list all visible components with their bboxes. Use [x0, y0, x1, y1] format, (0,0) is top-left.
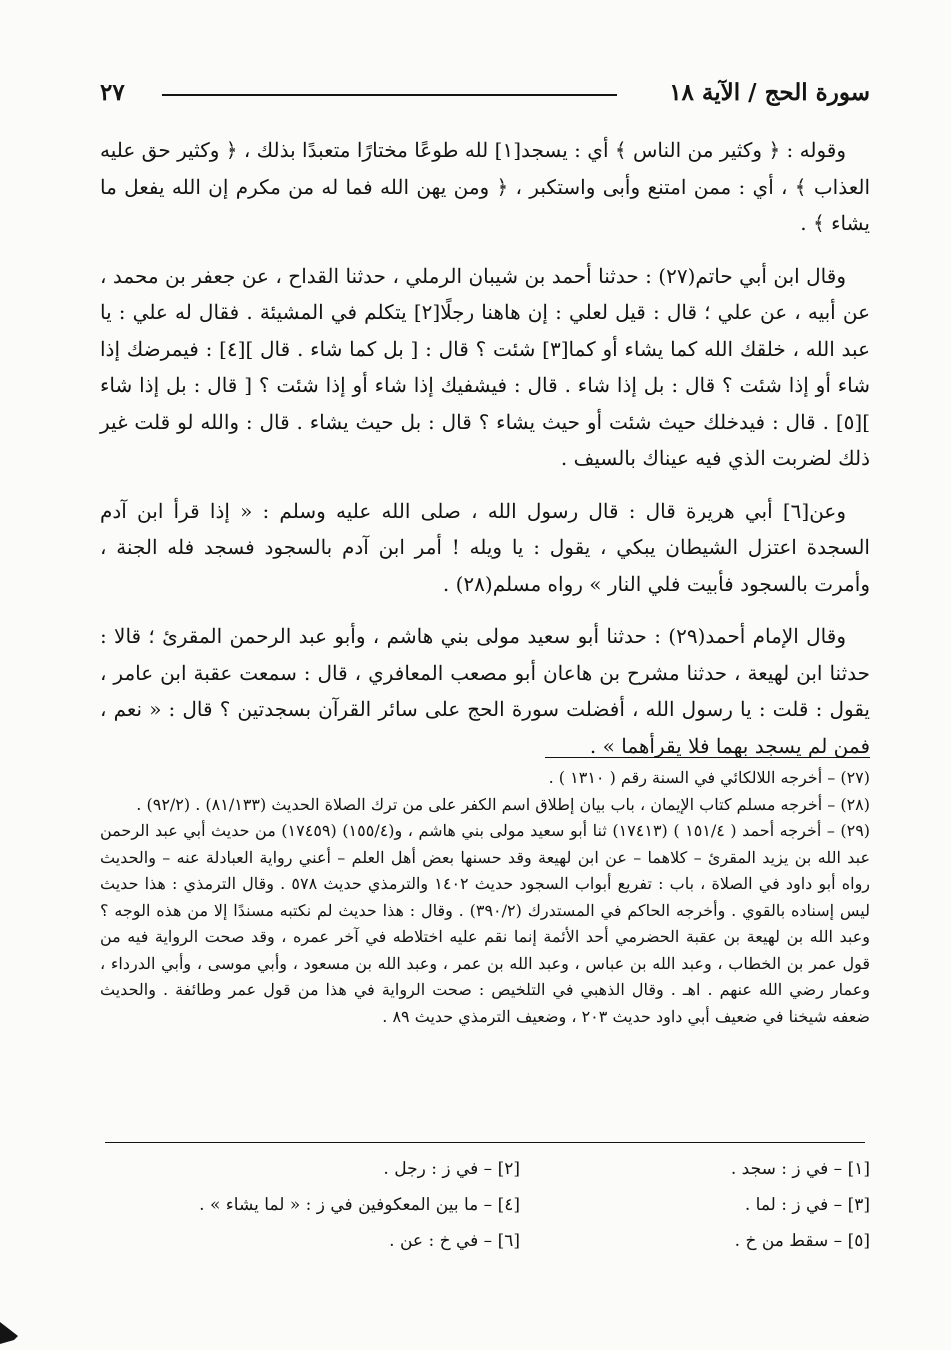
variant-note: [٦] – في خ : عن .	[389, 1231, 520, 1251]
variant-note: [٢] – في ز : رجل .	[383, 1159, 520, 1179]
page-number: ٢٧	[100, 78, 125, 106]
footnote-29: (٢٩) – أخرجه أحمد ( ١٥١/٤ ) (١٧٤١٣) ثنا أبو سعيد مولى بني هاشم ، و(١٥٥/٤) (١٧٤٥٩) من حديث أبي عبد الرحمن عبد الله بن يزيد المقرئ – كلاهما – عن ابن لهيعة وقد حسنها بعض أهل العلم – أعني رواية العبادلة عنه – والحديث رواه أبو داود في الصلاة ، باب : تفريع أبواب السجود حديث ١٤٠٢ والترمذي حديث ٥٧٨ . وقال الترمذي : هذا حديث ليس إسناده بالقوي . وأخرجه الحاكم في المستدرك (٣٩٠/٢) . وقال : هذا حديث لم نكتبه مسندًا إلا من هذه الوجه ؟ وعبد الله بن لهيعة بن عقبة الحضرمي أحد الأئمة إنما نقم عليه اختلاطه في آخر عمره ، وقد صحت الرواية فيه من قول عمر بن الخطاب ، وعبد الله بن عباس ، وعبد الله بن عمر ، وعبد الله بن مسعود ، وأبي موسى ، وأبي الدرداء ، وعمار رضي الله عنهم . اهـ . وقال الذهبي في التلخيص : صحت الرواية في هذا من قول عمر وطائفة . والحديث ضعفه شيخنا في ضعيف أبي داود حديث ٢٠٣ ، وضعيف الترمذي حديث ٨٩ .	[100, 821, 871, 1026]
variant-note: [٥] – سقط من خ .	[734, 1231, 870, 1251]
footnote-27: (٢٧) – أخرجه اللالكائي في السنة رقم ( ١٣١٠ ) .	[548, 768, 870, 787]
variants-divider	[105, 1142, 865, 1143]
variant-note: [٣] – في ز : لما .	[744, 1195, 870, 1215]
variant-note: [١] – في ز : سجد .	[730, 1159, 870, 1179]
surah-title: سورة الحج / الآية ١٨	[669, 78, 870, 106]
main-text	[100, 132, 870, 780]
paragraph-imam-ahmad: وقال الإمام أحمد(٢٩) : حدثنا أبو سعيد مولى بني هاشم ، وأبو عبد الرحمن المقرئ ؛ قالا : حدثنا ابن لهيعة ، حدثنا مشرح بن هاعان أبو مصعب المعافري ، قال : سمعت عقبة ابن عامر ، يقول : قلت : يا رسول الله ، أفضلت سورة الحج على سائر القرآن بسجدتين ؟ قال : « نعم ، فمن لم يسجد بهما فلا يقرأهما » .	[100, 624, 870, 758]
variant-note: [٤] – ما بين المعكوفين في ز : « لما يشاء » .	[199, 1195, 520, 1215]
manuscript-variants	[100, 1155, 870, 1255]
scan-corner-mark	[0, 1322, 22, 1344]
footnotes	[100, 765, 870, 1030]
header-rule	[162, 94, 617, 96]
running-header	[100, 72, 870, 112]
paragraph-verse-commentary: وقوله : ﴿ وكثير من الناس ﴾ أي : يسجد[١] لله طوعًا مختارًا متعبدًا بذلك ، ﴿ وكثير حق عليه العذاب ﴾ ، أي : ممن امتنع وأبى واستكبر ، ﴿ ومن يهن الله فما له من مكرم إن الله يفعل ما يشاء ﴾ .	[100, 138, 870, 235]
footnote-divider	[545, 757, 870, 758]
paragraph-abu-hurayra: وعن[٦] أبي هريرة قال : قال رسول الله ، صلى الله عليه وسلم : « إذا قرأ ابن آدم السجدة اعتزل الشيطان يبكي ، يقول : يا ويله ! أمر ابن آدم بالسجود فسجد فله الجنة ، وأمرت بالسجود فأبيت فلي النار » رواه مسلم(٢٨) .	[100, 498, 870, 596]
footnote-28: (٢٨) – أخرجه مسلم كتاب الإيمان ، باب بيان إطلاق اسم الكفر على من ترك الصلاة الحديث (٨١/١٣٣) . (٩٢/٢) .	[136, 794, 870, 814]
paragraph-ibn-abi-hatim: وقال ابن أبي حاتم(٢٧) : حدثنا أحمد بن شيبان الرملي ، حدثنا القداح ، عن جعفر بن محمد ، عن أبيه ، عن علي ؛ قال : قيل لعلي : إن هاهنا رجلًا[٢] يتكلم في المشيئة . فقال له علي : يا عبد الله ، خلقك الله كما يشاء أو كما[٣] شئت ؟ قال : [ بل كما شاء . قال ][٤] : فيمرضك إذا شاء أو إذا شئت ؟ قال : بل إذا شاء . قال : فيشفيك إذا شاء أو إذا شئت ؟ [ قال : بل إذا شاء ][٥] . قال : فيدخلك حيث شئت أو حيث يشاء ؟ قال : بل حيث يشاء . قال : والله لو قلت غير ذلك لضربت الذي فيه عيناك بالسيف .	[100, 263, 871, 470]
